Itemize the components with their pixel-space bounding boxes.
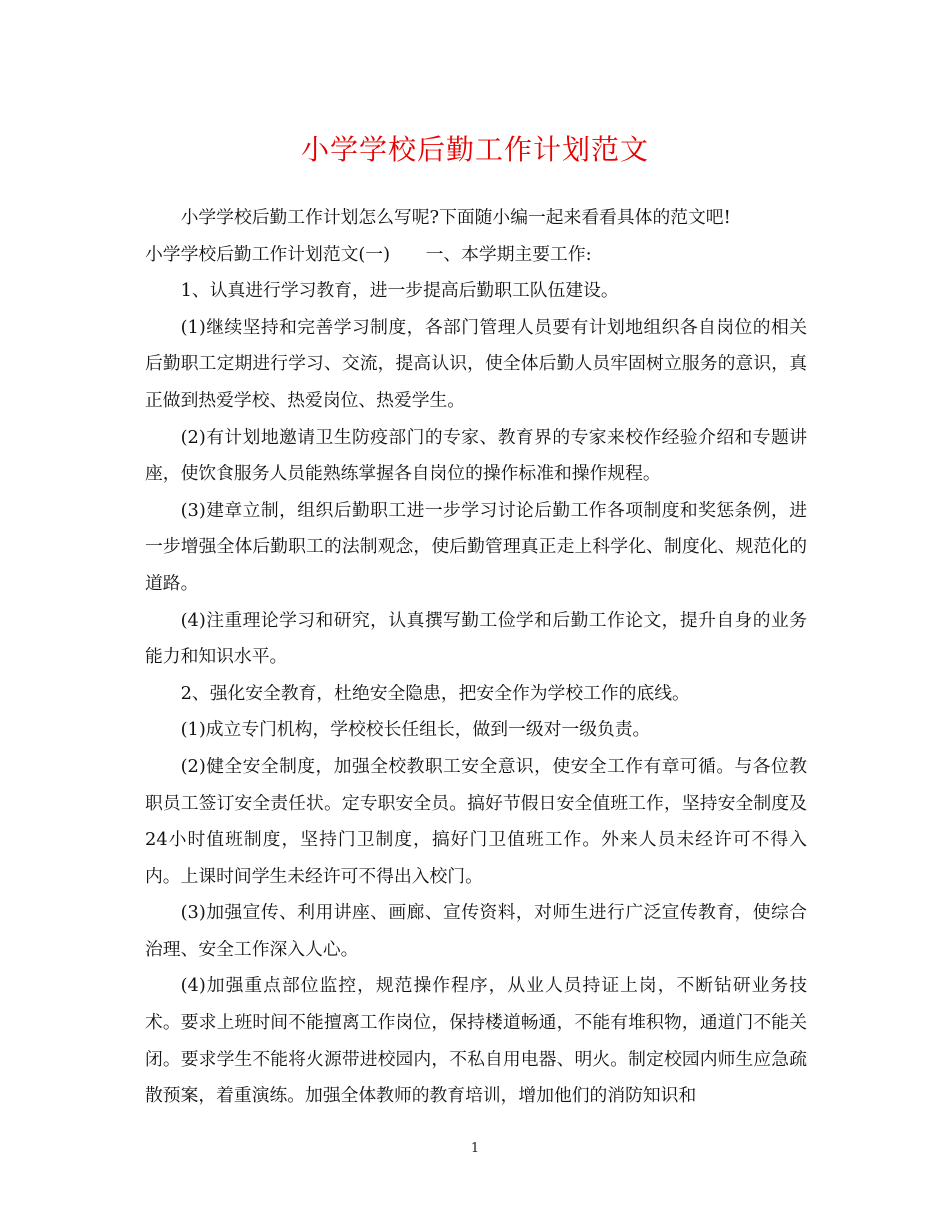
paragraph-item-2: 2、强化安全教育，杜绝安全隐患，把安全作为学校工作的底线。 bbox=[180, 682, 690, 704]
paragraph-item-2-3: (3)加强宣传、利用讲座、画廊、宣传资料，对师生进行广泛宣传教育，使综合治理、安全工作深入人心。 bbox=[145, 902, 807, 960]
document-title: 小学学校后勤工作计划范文 bbox=[300, 133, 649, 166]
paragraph-section-heading: 小学学校后勤工作计划范文(一) 一、本学期主要工作: bbox=[145, 243, 592, 265]
paragraph-item-1-4: (4)注重理论学习和研究，认真撰写勤工俭学和后勤工作论文，提升自身的业务能力和知识水平。 bbox=[145, 609, 807, 668]
paragraph-item-1-2: (2)有计划地邀请卫生防疫部门的专家、教育界的专家来校作经验介绍和专题讲座，使饮食服务人员能熟练掌握各自岗位的操作标准和操作规程。 bbox=[145, 426, 807, 485]
document-body bbox=[145, 200, 807, 1115]
paragraph-item-1-3: (3)建章立制，组织后勤职工进一步学习讨论后勤工作各项制度和奖惩条例，进一步增强全体后勤职工的法制观念，使后勤管理真正走上科学化、制度化、规范化的道路。 bbox=[145, 499, 807, 594]
paragraph-item-1-1: (1)继续坚持和完善学习制度，各部门管理人员要有计划地组织各自岗位的相关后勤职工定期进行学习、交流，提高认识，使全体后勤人员牢固树立服务的意识，真正做到热爱学校、热爱岗位、热爱学生。 bbox=[145, 316, 807, 411]
paragraph-intro: 小学学校后勤工作计划怎么写呢?下面随小编一起来看看具体的范文吧! bbox=[180, 207, 731, 228]
paragraph-item-2-4: (4)加强重点部位监控，规范操作程序，从业人员持证上岗，不断钻研业务技术。要求上班时间不能擅离工作岗位，保持楼道畅通，不能有堆积物，通道门不能关闭。要求学生不能将火源带进校园内，不私自用电器、明火。制定校园内师生应急疏散预案，着重演练。加强全体教师的教育培训，增加他们的消防知识和 bbox=[145, 975, 807, 1107]
page-number: 1 bbox=[470, 1141, 480, 1156]
paragraph-item-2-1: (1)成立专门机构，学校校长任组长，做到一级对一级负责。 bbox=[180, 719, 651, 741]
paragraph-item-1: 1、认真进行学习教育，进一步提高后勤职工队伍建设。 bbox=[180, 280, 619, 302]
paragraph-item-2-2: (2)健全安全制度，加强全校教职工安全意识，使安全工作有章可循。与各位教职员工签订安全责任状。定专职安全员。搞好节假日安全值班工作，坚持安全制度及24小时值班制度，坚持门卫制度，搞好门卫值班工作。外来人员未经许可不得入内。上课时间学生未经许可不得出入校门。 bbox=[145, 755, 807, 887]
